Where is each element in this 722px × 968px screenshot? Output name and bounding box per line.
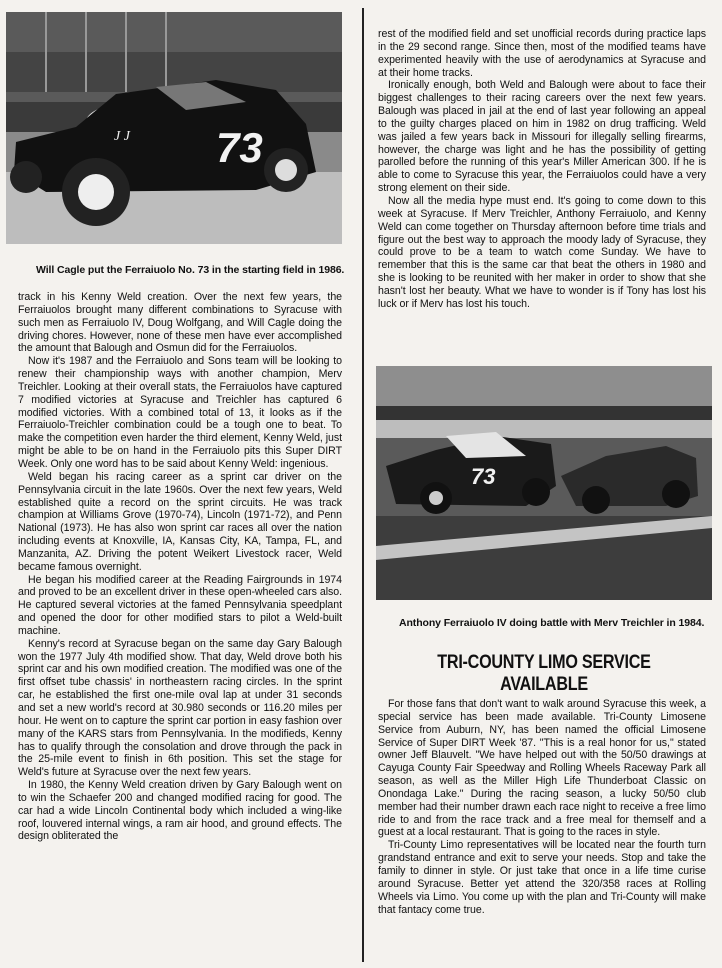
sidebar-headline [398, 652, 690, 696]
left-article-text [18, 291, 342, 843]
car-lettering-text: J J [114, 129, 130, 144]
paragraph: Kenny's record at Syracuse began on the same day Gary Balough won the 1977 July 4th modified show. That day, Weld drove both his sprint car and his own modified creation. The modified was one of the first offset tube chassis' in northeastern racing circles. In the sprint car, he established the first one-mile oval lap at under 31 seconds and set a new world's record at 30.980 seconds or 116.20 miles per hour. He went on to capture the sprint car portion in easy fashion over many of the KARS stars from Pennsylvania. In the modifieds, Kenny has to qualify through the consolation and drove through the pack in the 25-mile event to finish in 6th position. This set the stage for Weld's future at Syracuse over the next few years. [18, 637, 342, 779]
paragraph: In 1980, the Kenny Weld creation driven by Gary Balough went on to win the Schaefer 200 and changed modified racing for good. The car had a wide Lincoln Continental body which included a wing-like roof, louvered internal wings, a ram air hood, and ground effects. The design obliterated the [18, 779, 342, 843]
photo-cagle-73-car [6, 12, 342, 244]
paragraph: Ironically enough, both Weld and Balough were about to face their biggest challenges to their racing careers over the next few years. Balough was placed in jail at the end of last year following an appeal to the guilty charges placed on him in 1982 on drug trafficing. Weld was jailed a few years back in Missouri for illegally selling firearms, however, the charge was light and he has the possibility of getting parolled before the running of this year's Miller American 300. If he is able to come to Syracuse this year, the Ferraiuolos could have a very strong element on their side. [378, 79, 706, 195]
right-column [372, 0, 716, 968]
headline-line-2: AVAILABLE [500, 674, 588, 695]
photo-caption-right: Anthony Ferraiuolo IV doing battle with Merv Treichler in 1984. [399, 617, 705, 629]
paragraph: Now it's 1987 and the Ferraiuolo and Sons team will be looking to renew their championship ways with another champion, Merv Treichler. Looking at their overall stats, the Ferraiuolos have captured 7 modified victories at Syracuse and Treichler has captured 6 modified victories. With a combined total of 13, it looks as if the Ferraiuolo-Treichler combination could be a tough one to beat. To make the competition even harder the third element, Kenny Weld, just might be able to be on hand in the Ferraiuolo pits this Super DIRT Week. Only one word has to be said about Kenny Weld: ingenious. [18, 355, 342, 470]
paragraph: Weld began his racing career as a sprint car driver on the Pennsylvania circuit in the late 1960s. Over the next few years, Weld established quite a record on the sprint circuits. He was track champion at Williams Grove (1970-74), Lincoln (1971-72), and Penn National (1973). He has also won sprint car races all over the nation including events at Knoxville, IA, Kansas City, KA, Tampa, FL, and Manzanita, AZ. Driving the potent Weikert Livestock racer, Weld became famous overnight. [18, 470, 342, 573]
left-column [0, 0, 356, 968]
photo-ferraiuolo-treichler [376, 366, 712, 600]
headline-line-1: TRI-COUNTY LIMO SERVICE [437, 652, 651, 673]
car-number-text: 73 [216, 124, 263, 171]
paragraph: For those fans that don't want to walk around Syracuse this week, a special service has been made available. Tri-County Limosene Service from Auburn, NY, has been named the official Limosene Service of Super DIRT Week '87. "This is a real honor for us," stated owner Jeff Blauvelt. "We have helped out with the 50/50 drawings at Cayuga County Fair Speedway and Rolling Wheels Raceway Park all season, as well as the Miller High Life Thunderboat Classic on Onondaga Lake." During the racing season, a lucky 50/50 club member had their number drawn each race night to receive a free limo ride to and from the race track and a free meal for themself and a guest at a local restaurant. That is going to the races in style. [378, 698, 706, 839]
column-rule [362, 8, 364, 962]
paragraph: He began his modified career at the Reading Fairgrounds in 1974 and proved to be an excellent driver in these open-wheeled cars also. He captured several victories at the famed Pennsylvania speedplant and opened the door for other modified stars to pilot a Weld-built machine. [18, 573, 342, 637]
paragraph: Now all the media hype must end. It's going to come down to this week at Syracuse. If Merv Treichler, Anthony Ferraiuolo, and Kenny Weld can come together on Thursday afternoon before time trials and figure out the best way to approach the moody lady of Syracuse, they could prove to be a team to watch come Sunday. We have to remember that this is the same car that beat the others in 1980 and she is looking to be reunited with her maker in order to show that she hasn't lost her beauty. What we have to wonder is if Tony has lost his luck or if Merv has lost his touch. [378, 194, 706, 310]
right-article-text [378, 28, 706, 311]
paragraph: track in his Kenny Weld creation. Over the next few years, the Ferraiuolos brought many different combinations to Syracuse with such men as Ferraiuolo IV, Doug Wolfgang, and Will Cagle doing the driving chores. However, none of these men have ever accomplished the amount that Balough and Osmun did for the Ferraiuolos. [18, 291, 342, 355]
paragraph: rest of the modified field and set unofficial records during practice laps in the 29 second range. Since then, most of the modified teams have experimented heavily with the use of aerodynamics at Syracuse and at their home tracks. [378, 28, 706, 79]
photo-caption-top: Will Cagle put the Ferraiuolo No. 73 in the starting field in 1986. [36, 264, 345, 276]
paragraph: Tri-County Limo representatives will be located near the fourth turn grandstand entrance and exit to serve your needs. Stop and take the family to dinner in style. Or just take that once in a life time curise around Syracuse. Better yet attend the 320/358 races at Rolling Wheels via Limo. You come up with the plan and Tri-County will make that fantacy come true. [378, 839, 706, 916]
sidebar-text [378, 698, 706, 916]
car-number-text: 73 [471, 464, 496, 489]
